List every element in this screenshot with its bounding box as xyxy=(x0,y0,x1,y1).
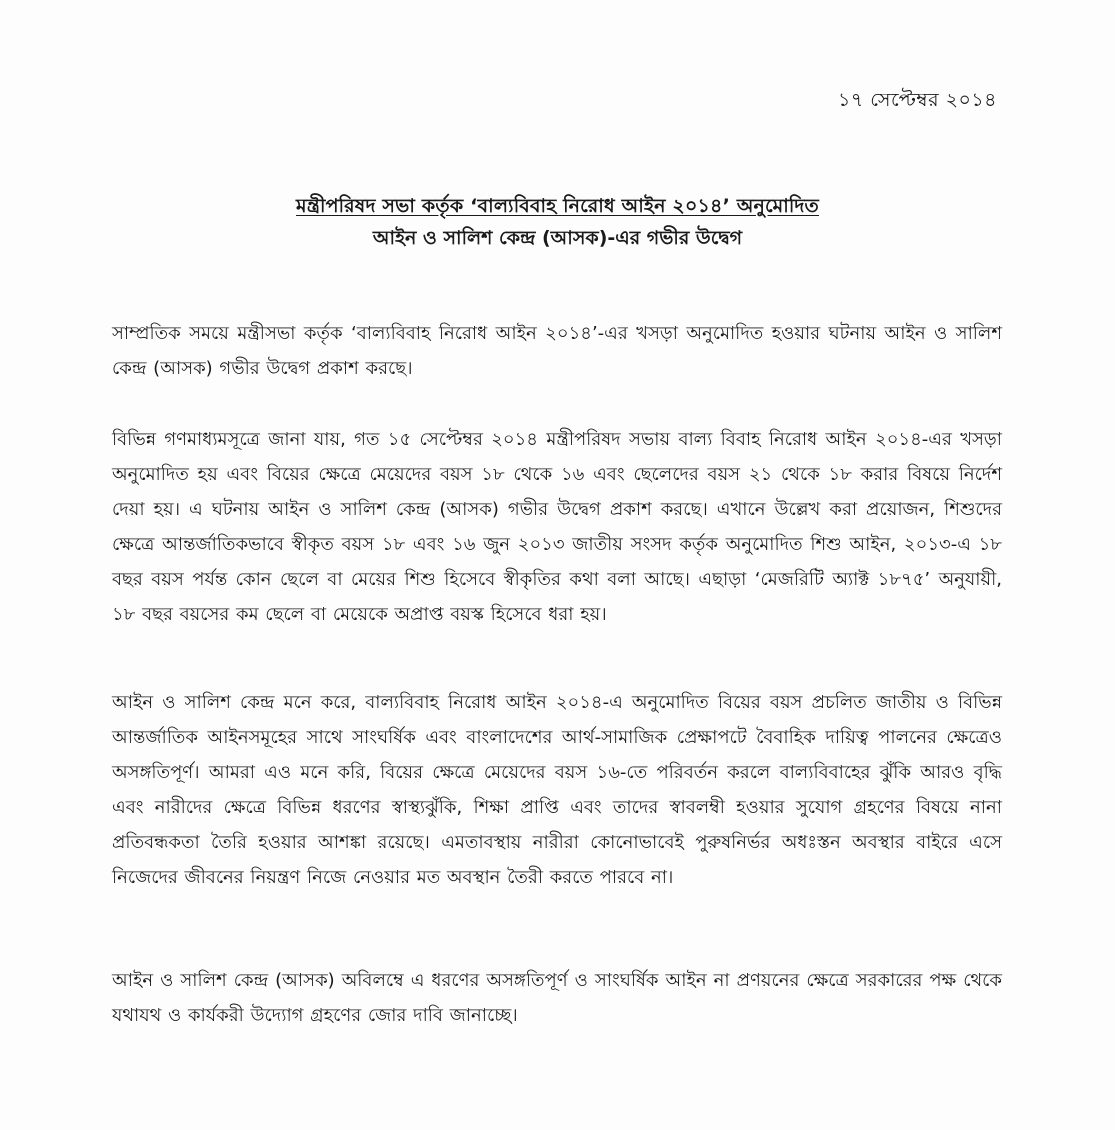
document-title xyxy=(0,190,1115,254)
document-date: ১৭ সেপ্টেম্বর ২০১৪ xyxy=(838,89,997,111)
paragraph-position: আইন ও সালিশ কেন্দ্র মনে করে, বাল্যবিবাহ নিরোধ আইন ২০১৪-এ অনুমোদিত বিয়ের বয়স প্রচলিত জাতীয় ও বিভিন্ন আন্তর্জাতিক আইনসমূহের সাথে সাংঘর্ষিক এবং বাংলাদেশের আর্থ-সামাজিক প্রেক্ষাপটে বৈবাহিক দায়িত্ব পালনের ক্ষেত্রেও অসঙ্গতিপূর্ণ। আমরা এও মনে করি, বিয়ের ক্ষেত্রে মেয়েদের বয়স ১৬-তে পরিবর্তন করলে বাল্যবিবাহের ঝুঁকি আরও বৃদ্ধি এবং নারীদের ক্ষেত্রে বিভিন্ন ধরণের স্বাস্থ্যঝুঁকি, শিক্ষা প্রাপ্তি এবং তাদের স্বাবলম্বী হওয়ার সুযোগ গ্রহণের বিষয়ে নানা প্রতিবন্ধকতা তৈরি হওয়ার আশঙ্কা রয়েছে। এমতাবস্থায় নারীরা কোনোভাবেই পুরুষনির্ভর অধঃস্তন অবস্থার বাইরে এসে নিজেদের জীবনের নিয়ন্ত্রণ নিজে নেওয়ার মত অবস্থান তৈরী করতে পারবে না। xyxy=(112,692,1002,888)
paragraph-background: বিভিন্ন গণমাধ্যমসূত্রে জানা যায়, গত ১৫ সেপ্টেম্বর ২০১৪ মন্ত্রীপরিষদ সভায় বাল্য বিবাহ নিরোধ আইন ২০১৪-এর খসড়া অনুমোদিত হয় এবং বিয়ের ক্ষেত্রে মেয়েদের বয়স ১৮ থেকে ১৬ এবং ছেলেদের বয়স ২১ থেকে ১৮ করার বিষয়ে নির্দেশ দেয়া হয়। এ ঘটনায় আইন ও সালিশ কেন্দ্র (আসক) গভীর উদ্বেগ প্রকাশ করছে। এখানে উল্লেখ করা প্রয়োজন, শিশুদের ক্ষেত্রে আন্তর্জাতিকভাবে স্বীকৃত বয়স ১৮ এবং ১৬ জুন ২০১৩ জাতীয় সংসদ কর্তৃক অনুমোদিত শিশু আইন, ২০১৩-এ ১৮ বছর বয়স পর্যন্ত কোন ছেলে বা মেয়ের শিশু হিসেবে স্বীকৃতির কথা বলা আছে। এছাড়া ‘মেজরিটি অ্যাক্ট ১৮৭৫’ অনুযায়ী, ১৮ বছর বয়সের কম ছেলে বা মেয়েকে অপ্রাপ্ত বয়স্ক হিসেবে ধরা হয়। xyxy=(112,429,1002,625)
title-headline: মন্ত্রীপরিষদ সভা কর্তৃক ‘বাল্যবিবাহ নিরোধ আইন ২০১৪’ অনুমোদিত xyxy=(296,195,819,217)
paragraph-intro: সাম্প্রতিক সময়ে মন্ত্রীসভা কর্তৃক ‘বাল্যবিবাহ নিরোধ আইন ২০১৪’-এর খসড়া অনুমোদিত হওয়ার ঘটনায় আইন ও সালিশ কেন্দ্র (আসক) গভীর উদ্বেগ প্রকাশ করছে। xyxy=(112,323,1002,379)
paragraph-demand: আইন ও সালিশ কেন্দ্র (আসক) অবিলম্বে এ ধরণের অসঙ্গতিপূর্ণ ও সাংঘর্ষিক আইন না প্রণয়নের ক্ষেত্রে সরকারের পক্ষ থেকে যথাযথ ও কার্যকরী উদ্যোগ গ্রহণের জোর দাবি জানাচ্ছে। xyxy=(112,970,1002,1026)
title-subheadline: আইন ও সালিশ কেন্দ্র (আসক)-এর গভীর উদ্বেগ xyxy=(372,227,743,249)
